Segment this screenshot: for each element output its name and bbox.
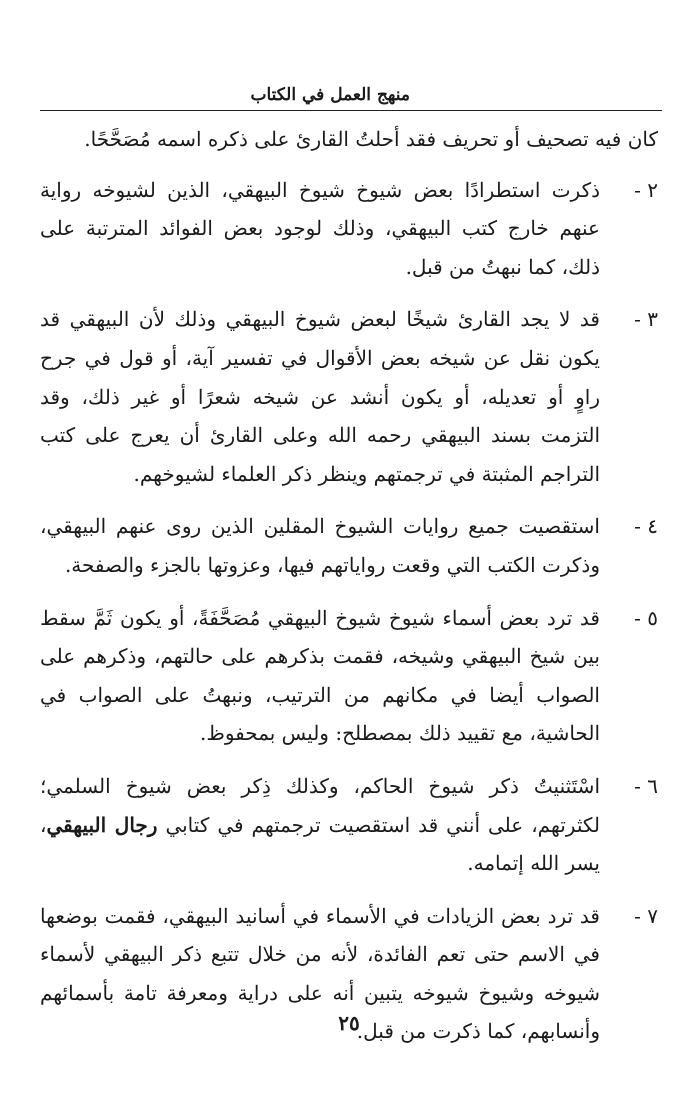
header-rule xyxy=(40,110,662,111)
book-title-bold: رجال البيهقي xyxy=(46,812,158,837)
item-text-end: ، يسر الله إتمامه. xyxy=(40,812,600,876)
item-text: قد ترد بعض أسماء شيوخ شيوخ البيهقي مُصَحَّفَةً، أو يكون ثَمَّ سقط بين شيخ البيهقي وشيخه، فقمت بذكرهم على حالتهم، وذكرهم على الصواب أيضا في مكانهم من الترتيب، ونبهتُ على الصواب في الحاشية، مع تقييد ذلك بمصطلح: وليس بمحفوظ. xyxy=(40,605,600,746)
continuation-paragraph: كان فيه تصحيف أو تحريف فقد أحلتُ القارئ على ذكره اسمه مُصَحَّحًا. xyxy=(84,127,658,151)
item-number: ٥ - xyxy=(634,605,658,630)
list-item-2 xyxy=(40,171,658,287)
item-number: ٦ - xyxy=(634,773,658,798)
item-text-start: اسْتَثنيتُ ذكر شيوخ الحاكم، وكذلك ذِكر بعض شيوخ السلمي؛ لكثرتهم، على أنني قد استقصيت ترجمتهم في كتابي xyxy=(40,773,600,837)
list-item-6 xyxy=(40,767,658,883)
item-number: ٢ - xyxy=(634,177,658,202)
page-number: ٢٥ xyxy=(338,1011,360,1035)
page-body xyxy=(40,120,658,1065)
item-text: استقصيت جميع روايات الشيوخ المقلين الذين روى عنهم البيهقي، وذكرت الكتب التي وقعت رواياتهم فيها، وعزوتها بالجزء والصفحة. xyxy=(40,514,600,577)
list-item-3 xyxy=(40,300,658,493)
item-text: قد ترد بعض الزيادات في الأسماء في أسانيد البيهقي، فقمت بوضعها في الاسم حتى تعم الفائدة، لأنه من خلال تتبع ذكر البيهقي لأسماء شيوخه وشيوخ شيوخه يتبين أنه على دراية ومعرفة تامة بأسمائهم وأنسابهم، كما ذكرت من قبل. xyxy=(40,903,600,1044)
running-title: منهج العمل في الكتاب xyxy=(250,85,410,105)
item-number: ٤ - xyxy=(634,514,658,539)
item-text: قد لا يجد القارئ شيخًا لبعض شيوخ البيهقي وذلك لأن البيهقي قد يكون نقل عن شيخه بعض الأقوال في تفسير آية، أو قول في جرح راوٍ أو تعديله، أو يكون أنشد عن شيخه شعرًا أو غير ذلك، وقد التزمت بسند البيهقي رحمه الله وعلى القارئ أن يعرج على كتب التراجم المثبتة في ترجمتهم وينظر ذكر العلماء لشيوخهم. xyxy=(40,307,600,486)
item-number: ٣ - xyxy=(634,307,658,332)
item-text: ذكرت استطرادًا بعض شيوخ شيوخ البيهقي، الذين لشيوخه رواية عنهم خارج كتب البيهقي، وذلك لوجود بعض الفوائد المترتبة على ذلك، كما نبهتُ من قبل. xyxy=(40,177,600,279)
item-number: ٧ - xyxy=(634,903,658,928)
item-text xyxy=(40,767,600,883)
list-item-4 xyxy=(40,507,658,584)
list-item-5 xyxy=(40,599,658,753)
